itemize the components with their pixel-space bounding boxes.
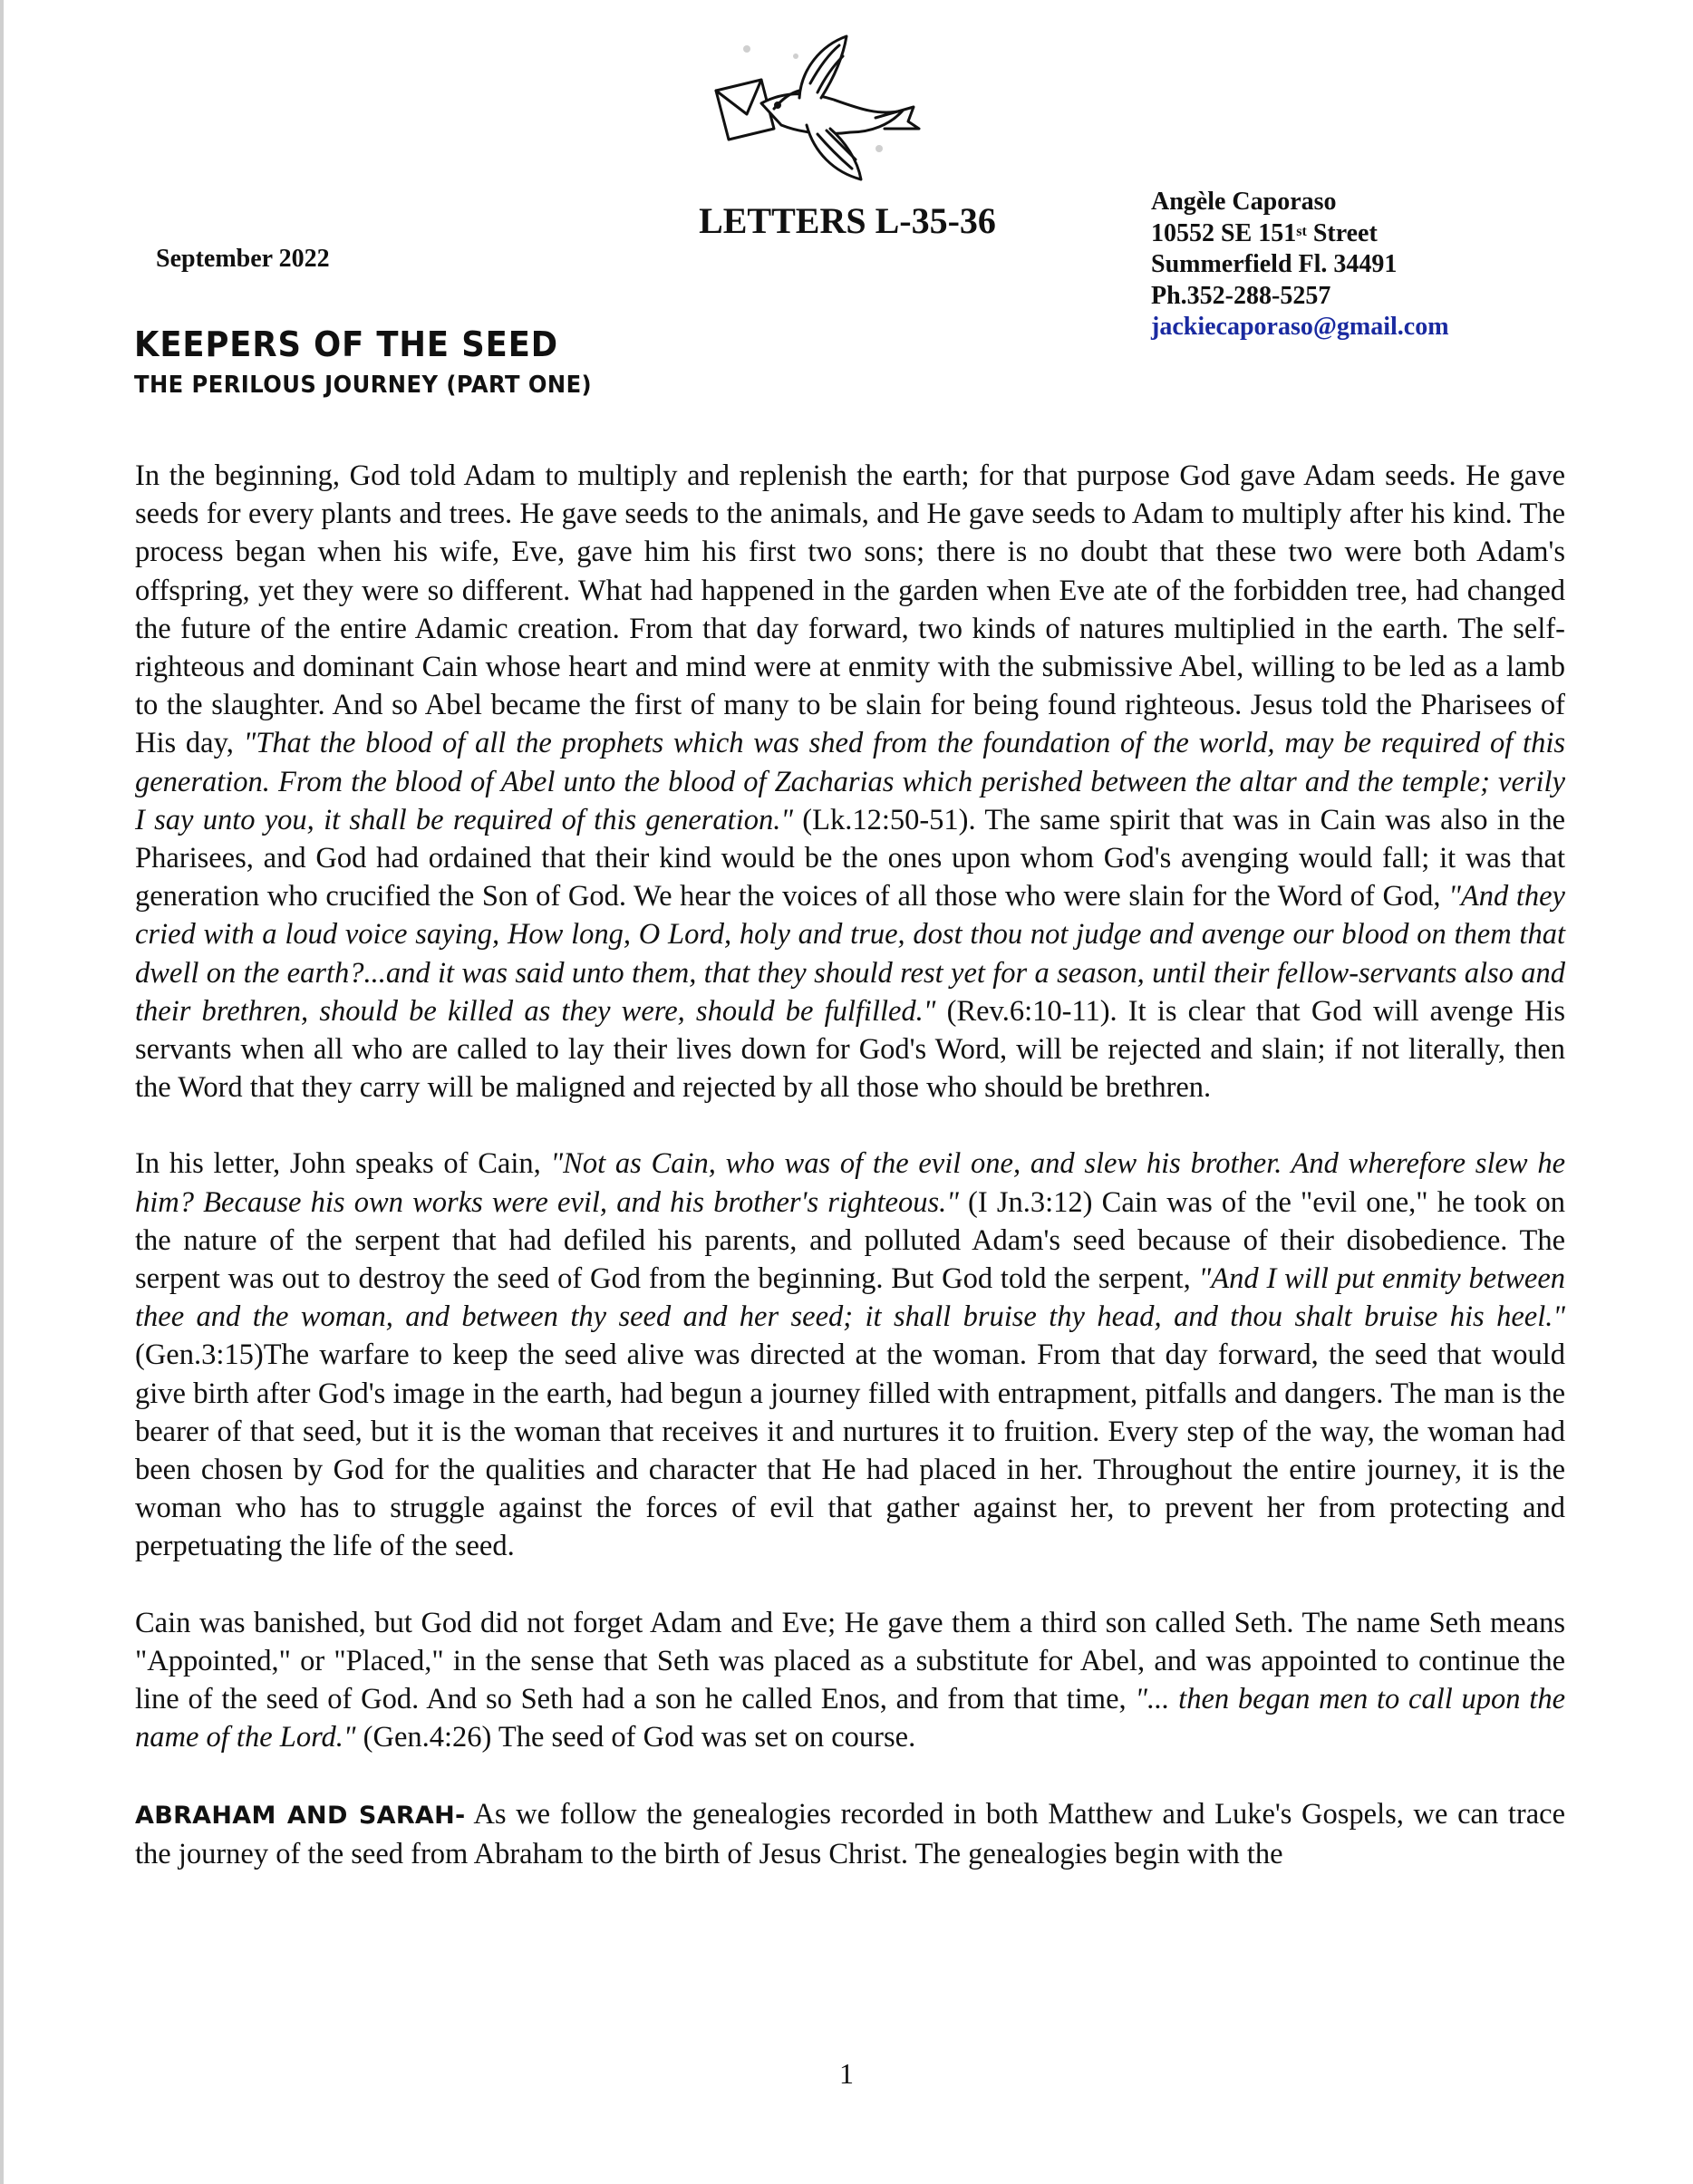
sender-phone: Ph.352-288-5257 xyxy=(1151,281,1331,310)
paragraph-1: In the beginning, God told Adam to multiply and replenish the earth; for that purpose God gave Adam seeds. He gave seeds for every plants and trees. He gave seeds to the animals, and He gave seeds to Adam to multiply after his kind. The process began when his wife, Eve, gave him his first two sons; there is no doubt that these two were both Adam's offspring, yet they were so different. What had happened in the garden when Eve ate of the forbidden tree, had changed the future of the entire Adamic creation. From that day forward, two kinds of natures multiplied in the earth. The self-righteous and dominant Cain whose heart and mind were at enmity with the submissive Abel, willing to be led as a lamb to the slaughter. And so Abel became the first of many to be slain for being found righteous. Jesus told the Pharisees of His day, "That the blood of all the prophets which was shed from the foundation of the world, may be required of this generation. From the blood of Abel unto the blood of Zacharias which perished between the altar and the temple; verily I say unto you, it shall be required of this generation." (Lk.12:50-51). The same spirit that was in Cain was also in the Pharisees, and God had ordained that their kind would be the ones upon whom God's avenging would fall; it was that generation who crucified the Son of God. We hear the voices of all those who were slain for the Word of God, "And they cried with a loud voice saying, How long, O Lord, holy and true, dost thou not judge and avenge our blood on them that dwell on the earth?...and it was said unto them, that they should rest yet for a season, until their fellow-servants also and their brethren, should be killed as they were, should be fulfilled." (Rev.6:10-11). It is clear that God will avenge His servants when all who are called to lay their lives down for God's Word, will be rejected and slain; if not literally, then the Word that they carry will be maligned and rejected by all those who should be brethren. xyxy=(135,459,1565,1105)
paragraph-2: In his letter, John speaks of Cain, "Not as Cain, who was of the evil one, and slew his brother. And wherefore slew he him? Because his own works were evil, and his brother's righteous." (I Jn.3:12) Cain was of the "evil one," he took on the nature of the serpent that had defiled his parents, and polluted Adam's seed because of their disobedience. The serpent was out to destroy the seed of God from the beginning. But God told the serpent, "And I will put enmity between thee and the woman, and between thy seed and her seed; it shall bruise thy head, and thou shalt bruise his heel." (Gen.3:15)The warfare to keep the seed alive was directed at the woman. From that day forward, the seed that would give birth after God's image in the earth, had begun a journey filled with entrapment, pitfalls and dangers. The man is the bearer of that seed, but it is the woman that receives it and nurtures it to fruition. Every step of the way, the woman had been chosen by God for the qualities and character that He had placed in her. Throughout the entire journey, it is the woman who has to struggle against the forces of evil that gather against her, to prevent her from protecting and perpetuating the life of the seed. xyxy=(135,1147,1566,1563)
sender-address xyxy=(1151,187,1449,343)
page-edge xyxy=(0,0,4,2184)
sender-street: 10552 SE 151st Street xyxy=(1151,218,1378,247)
sender-name: Angèle Caporaso xyxy=(1151,188,1337,216)
paragraph-4: ABRAHAM AND SARAH- As we follow the genealogies recorded in both Matthew and Luke's Gospels, we can trace the journey of the seed from Abraham to the birth of Jesus Christ. The genealogies begin with the xyxy=(135,1797,1565,1870)
article-subheading: THE PERILOUS JOURNEY (PART ONE) xyxy=(134,372,593,399)
page-number: 1 xyxy=(839,2057,854,2090)
letter-date: September 2022 xyxy=(156,245,330,273)
section-heading: ABRAHAM AND SARAH- xyxy=(135,1801,466,1830)
sender-city: Summerfield Fl. 34491 xyxy=(1151,250,1398,278)
letter-title: LETTERS L-35-36 xyxy=(699,200,996,241)
article-body xyxy=(135,457,1565,1911)
dove-with-letter-icon xyxy=(698,27,924,199)
article-heading: KEEPERS OF THE SEED xyxy=(134,324,559,364)
paragraph-3: Cain was banished, but God did not forget Adam and Eve; He gave them a third son called Seth. The name Seth means "Appointed," or "Placed," in the sense that Seth was placed as a substitute for Abel, and was appointed to continue the line of the seed of God. And so Seth had a son he called Enos, and from that time, "... then began men to call upon the name of the Lord." (Gen.4:26) The seed of God was set on course. xyxy=(135,1606,1565,1754)
sender-email[interactable]: jackiecaporaso@gmail.com xyxy=(1151,313,1449,341)
